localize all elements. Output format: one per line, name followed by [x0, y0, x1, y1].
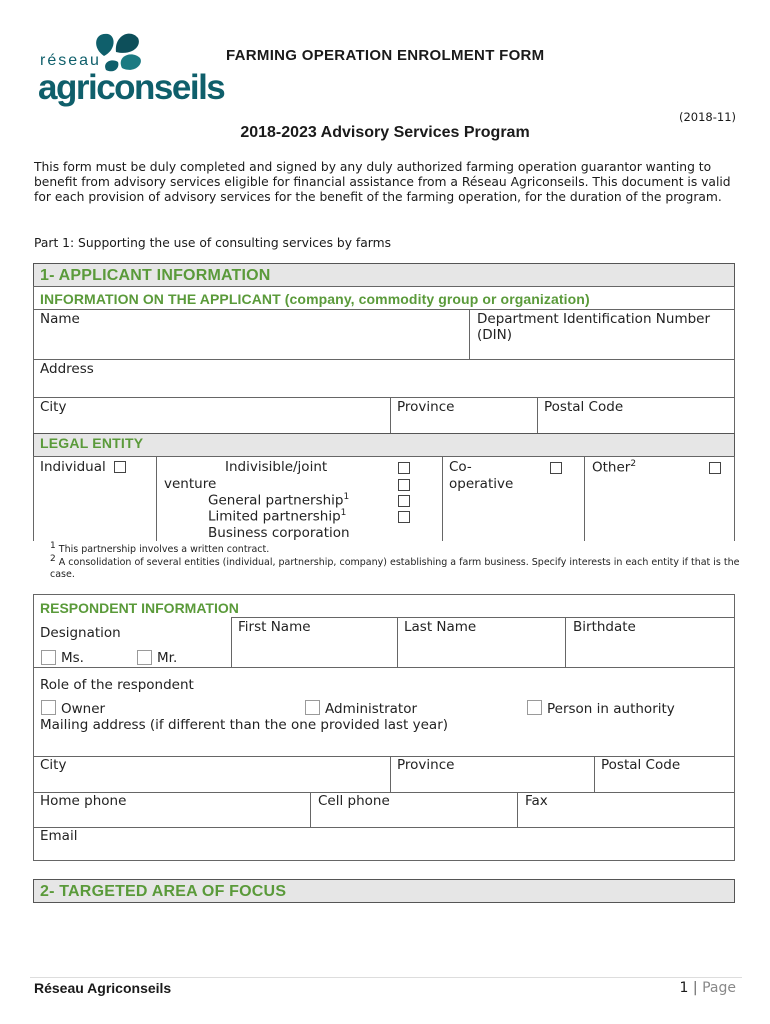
- resp-province-label: Province: [397, 757, 455, 773]
- applicant-subtitle: INFORMATION ON THE APPLICANT (company, commodity group or organization): [40, 291, 590, 307]
- general-partnership-checkbox[interactable]: [398, 479, 410, 491]
- legal-entity-grid: [33, 456, 735, 541]
- owner-checkbox[interactable]: [41, 700, 56, 715]
- other-checkbox[interactable]: [709, 462, 721, 474]
- administrator-checkbox[interactable]: [305, 700, 320, 715]
- general-partnership-label: General partnership$^1$: [208, 492, 350, 509]
- cell-phone-field[interactable]: [310, 792, 518, 828]
- last-name-field[interactable]: [397, 617, 566, 668]
- individual-option: [40, 459, 126, 475]
- fax-field[interactable]: [517, 792, 735, 828]
- footer-page: [680, 980, 736, 996]
- birthdate-field[interactable]: [565, 617, 735, 668]
- province-field[interactable]: [390, 397, 538, 434]
- resp-city-field[interactable]: [33, 756, 391, 793]
- resp-postal-label: Postal Code: [601, 757, 681, 773]
- logo-word-reseau: réseau: [40, 52, 101, 69]
- individual-label: Individual: [40, 459, 106, 475]
- home-phone-label: Home phone: [40, 793, 127, 809]
- limited-partnership-label: Limited partnership$^1$: [208, 508, 347, 525]
- din-label: Department Identification Number (DIN): [477, 311, 711, 343]
- legal-entity-header: [33, 433, 735, 457]
- home-phone-field[interactable]: [33, 792, 311, 828]
- mr-label: Mr.: [157, 650, 178, 666]
- page-separator: |: [692, 980, 698, 996]
- applicant-subtitle-row: [33, 286, 735, 310]
- form-title: FARMING OPERATION ENROLMENT FORM: [226, 47, 545, 64]
- respondent-header: [33, 594, 735, 618]
- cooperative-checkbox[interactable]: [550, 462, 562, 474]
- footer-org: Réseau Agriconseils: [34, 980, 172, 996]
- email-label: Email: [40, 828, 78, 844]
- authority-label: Person in authority: [547, 701, 675, 717]
- city-label: City: [40, 399, 67, 415]
- limited-partnership-checkbox[interactable]: [398, 495, 410, 507]
- resp-postal-field[interactable]: [594, 756, 735, 793]
- joint-venture-label-b: venture: [164, 476, 217, 492]
- email-field[interactable]: [33, 827, 735, 861]
- joint-venture-checkbox[interactable]: [398, 462, 410, 474]
- joint-venture-label-a: Indivisible/joint: [225, 459, 328, 475]
- first-name-field[interactable]: [231, 617, 398, 668]
- page-number: 1: [679, 980, 689, 996]
- logo-word-agriconseils: agriconseils: [38, 68, 225, 107]
- address-label: Address: [40, 361, 94, 377]
- ms-checkbox[interactable]: [41, 650, 56, 665]
- last-name-label: Last Name: [404, 619, 477, 635]
- footnote-1: 1 This partnership involves a written contract.: [50, 541, 270, 556]
- role-label: Role of the respondent: [40, 677, 194, 693]
- section2-header: 2- TARGETED AREA OF FOCUS: [33, 879, 735, 903]
- page-word: Page: [702, 980, 736, 996]
- name-label: Name: [40, 311, 80, 327]
- part1-heading: Part 1: Supporting the use of consulting services by farms: [34, 236, 392, 250]
- business-corporation-label: Business corporation: [208, 525, 350, 541]
- legal-entity-title: LEGAL ENTITY: [40, 435, 144, 451]
- mailing-address-label: Mailing address (if different than the one provided last year): [40, 717, 449, 733]
- program-title: 2018-2023 Advisory Services Program: [240, 124, 530, 141]
- intro-paragraph: This form must be duly completed and signed by any duly authorized farming operation guarantor wanting to benefit from advisory services eligible for financial assistance from a Réseau Agriconseils. This document is valid for each provision of advisory services for the benefit of the farming operation, for the duration of the program.: [34, 160, 731, 204]
- designation-cell: [33, 617, 232, 668]
- postal-code-label: Postal Code: [544, 399, 624, 415]
- mailing-address-field[interactable]: [33, 717, 735, 757]
- cooperative-label-b: operative: [449, 476, 514, 492]
- name-field[interactable]: [33, 309, 470, 360]
- ms-label: Ms.: [61, 650, 84, 666]
- footnote-2: 2 A consolidation of several entities (individual, partnership, company) establishing a farm business. Specify interests in each entity if that is the case.: [50, 554, 740, 581]
- mr-checkbox[interactable]: [137, 650, 152, 665]
- other-label: Other$^2$: [592, 459, 637, 476]
- business-corporation-checkbox[interactable]: [398, 511, 410, 523]
- city-field[interactable]: [33, 397, 391, 434]
- first-name-label: First Name: [238, 619, 311, 635]
- respondent-title: RESPONDENT INFORMATION: [40, 600, 239, 616]
- authority-checkbox[interactable]: [527, 700, 542, 715]
- birthdate-label: Birthdate: [573, 619, 636, 635]
- section1-header: 1- APPLICANT INFORMATION: [33, 263, 735, 287]
- logo: [36, 28, 226, 112]
- resp-province-field[interactable]: [390, 756, 595, 793]
- owner-label: Owner: [61, 701, 106, 717]
- postal-code-field[interactable]: [537, 397, 735, 434]
- form-version: (2018-11): [678, 110, 736, 124]
- designation-label: Designation: [40, 625, 121, 641]
- cell-phone-label: Cell phone: [318, 793, 390, 809]
- address-field[interactable]: [33, 359, 735, 398]
- cooperative-label-a: Co-: [449, 459, 472, 475]
- administrator-label: Administrator: [325, 701, 418, 717]
- resp-city-label: City: [40, 757, 67, 773]
- individual-checkbox[interactable]: [114, 461, 126, 473]
- din-field[interactable]: [469, 309, 735, 360]
- fax-label: Fax: [525, 793, 548, 809]
- province-label: Province: [397, 399, 455, 415]
- role-cell: [33, 667, 735, 719]
- footer-divider: [30, 977, 742, 978]
